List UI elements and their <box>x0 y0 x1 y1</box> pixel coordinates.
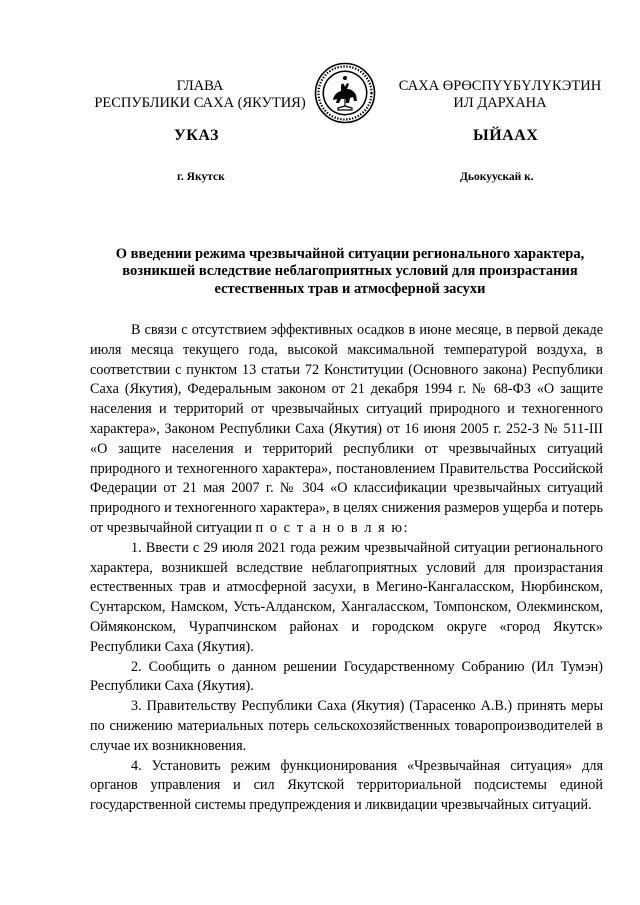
header-left-line1: ГЛАВА <box>176 78 224 94</box>
header-left-line2: РЕСПУБЛИКИ САХА (ЯКУТИЯ) <box>94 95 306 111</box>
decree-item-2: 2. Сообщить о данном решении Государственному Собранию (Ил Тумэн) Республики Саха (Якутия). <box>90 658 603 695</box>
header-left-block <box>90 78 310 112</box>
doc-type-yakut: ЫЙААХ <box>473 127 539 144</box>
coat-of-arms-icon <box>314 62 376 124</box>
decree-word: п о с т а н о в л я ю: <box>255 519 410 536</box>
header-right-line1: САХА ӨРӨСПҮҮБҮЛҮКЭТИН <box>398 78 602 94</box>
doc-type-russian: УКАЗ <box>174 127 219 144</box>
preamble-paragraph <box>90 321 603 539</box>
city-yakut: Дьокуускай к. <box>460 171 534 183</box>
decree-item-4: 4. Установить режим функционирования «Чрезвычайная ситуация» для органов управления и сил Якутской территориальной подсистемы единой государственной системы предупреждения и ликвидации чрезвычайных ситуаций. <box>90 757 603 814</box>
title-line-1: О введении режима чрезвычайной ситуации регионального характера, <box>115 246 585 262</box>
preamble-text: В связи с отсутствием эффективных осадков в июне месяце, в первой декаде июля месяца текущего года, высокой максимальной температурой воздуха, в соответствии с пунктом 13 статьи 72 Конституции (Основного закона) Республики Саха (Якутия), Федеральным законом от 21 декабря 1994 г. № 68-ФЗ «О защите населения и территорий от чрезвычайных ситуаций природного и техногенного характера», Законом Республики Саха (Якутия) от 16 июня 2005 г. 252-З № 511-III «О защите населения и территорий республики от чрезвычайных ситуаций природного и техногенного характера», постановлением Правительства Российской Федерации от 21 мая 2007 г. № 304 «О классификации чрезвычайных ситуаций природного и техногенного характера», в целях снижения размеров ущерба и потерь от чрезвычайной ситуации <box>90 322 603 536</box>
decree-title <box>90 246 610 298</box>
title-line-3: естественных трав и атмосферной засухи <box>214 280 486 297</box>
title-line-2: возникшей вследствие неблагоприятных условий для произрастания <box>122 263 578 280</box>
decree-item-3: 3. Правительству Республики Саха (Якутия) (Тарасенко А.В.) принять меры по снижению материальных потерь сельскохозяйственных товаропроизводителей в случае их возникновения. <box>90 698 603 754</box>
header-right-line2: ИЛ ДАРХАНА <box>453 95 547 111</box>
decree-item-1: 1. Ввести с 29 июля 2021 года режим чрезвычайной ситуации регионального характера, возникшей вследствие неблагоприятных условий для произрастания естественных трав и атмосферной засухи, в Мегино-Кангаласском, Нюрбинском, Сунтарском, Намском, Усть-Алданском, Хангаласском, Томпонском, Олекминском, Оймяконском, Чурапчинском районах и городском округе «город Якутск» Республики Саха (Якутия). <box>90 539 603 655</box>
header-right-block <box>395 78 605 112</box>
decree-body <box>90 321 603 816</box>
city-russian: г. Якутск <box>177 171 225 183</box>
